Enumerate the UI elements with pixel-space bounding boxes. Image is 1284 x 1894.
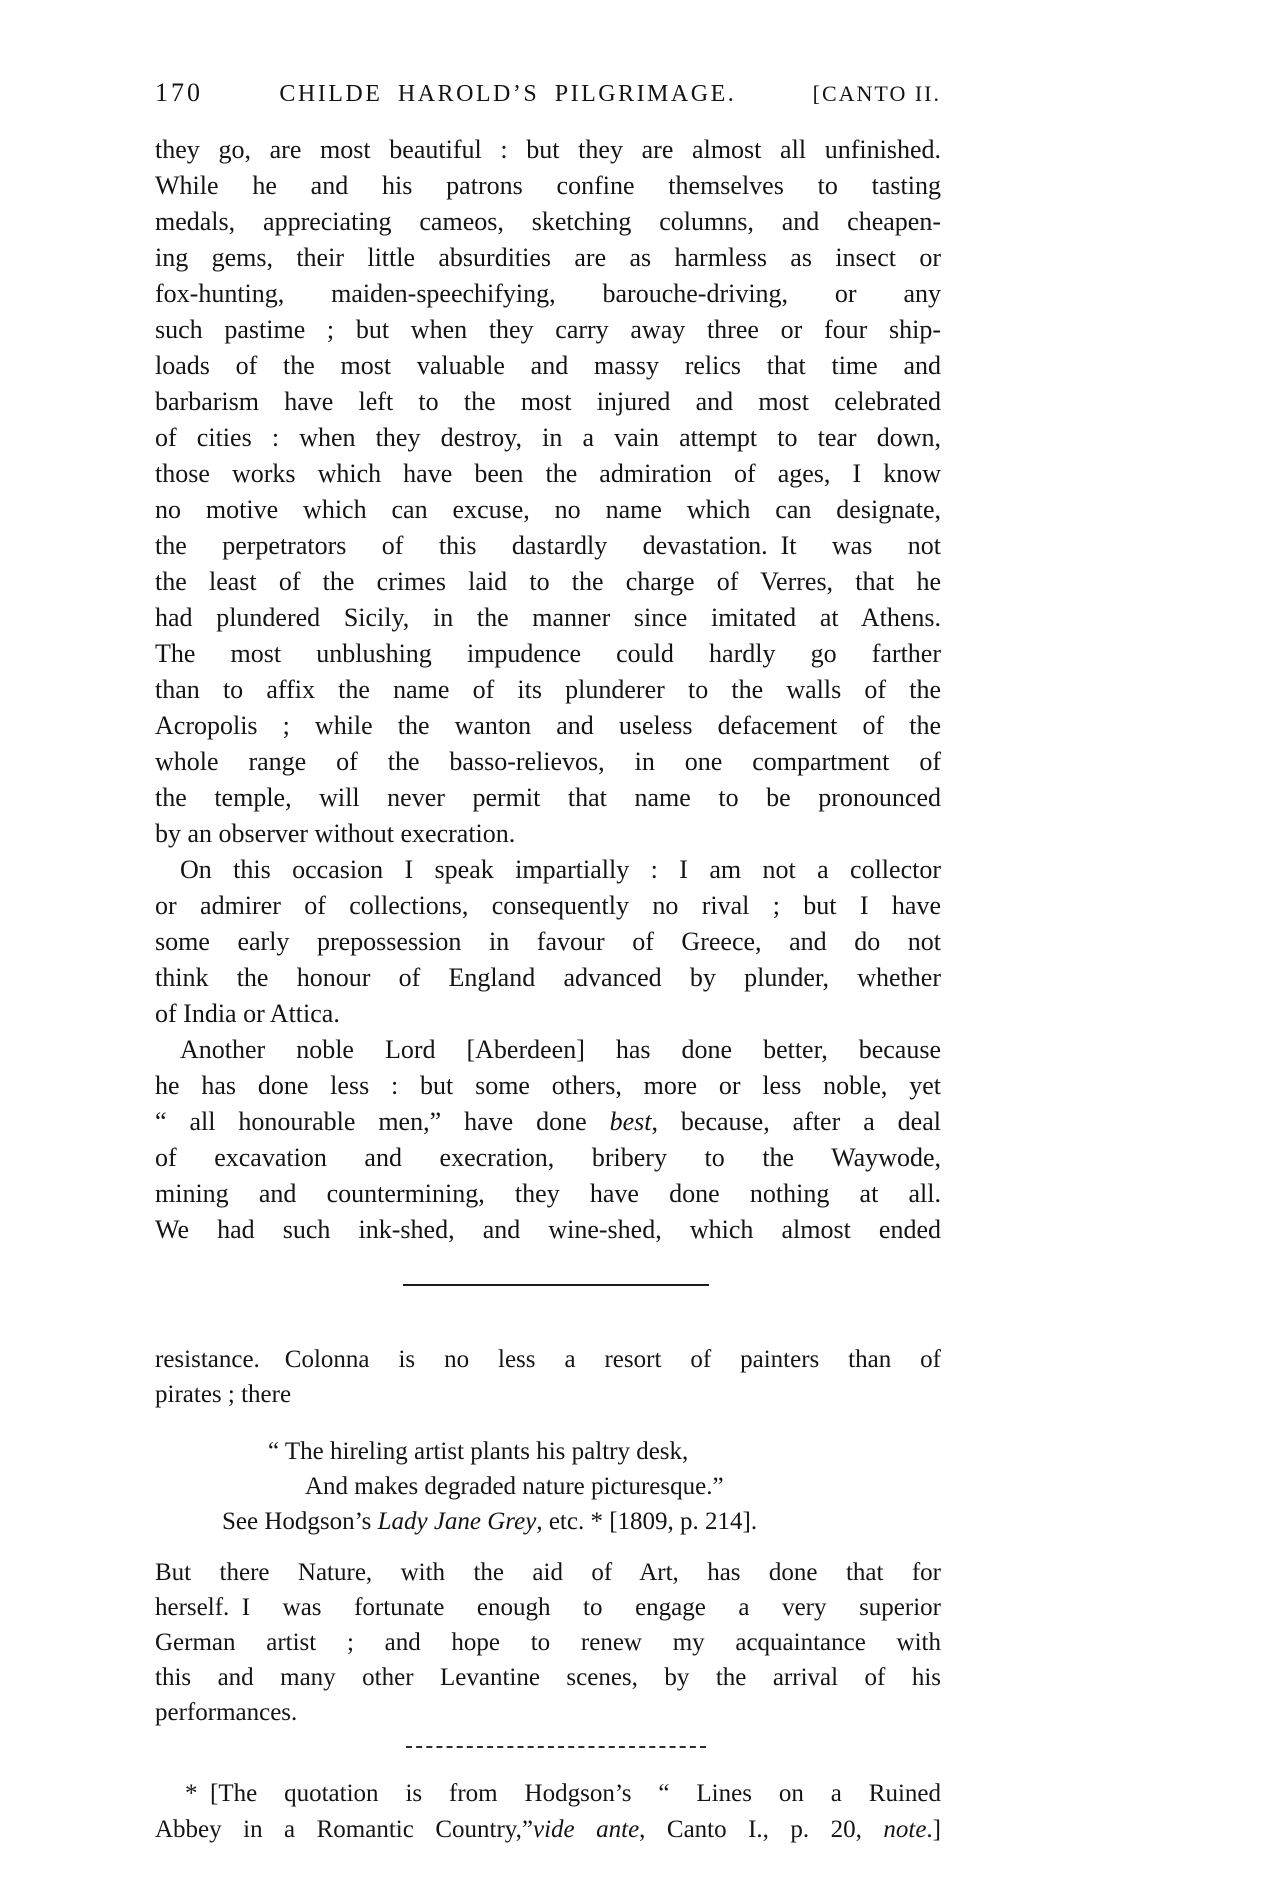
- text-segment: fox-hunting, maiden-speechifying, barouche-driving, or any: [155, 279, 941, 308]
- text-line: [155, 744, 941, 780]
- text-segment: of India or Attica.: [155, 999, 340, 1028]
- body-text: [155, 132, 941, 1248]
- text-segment: And makes degraded nature picturesque.”: [305, 1473, 724, 1500]
- text-line: [155, 528, 941, 564]
- page-content: [155, 0, 941, 1848]
- text-line: [155, 1212, 941, 1248]
- text-line: [155, 852, 941, 888]
- text-line: [155, 420, 941, 456]
- text-segment: ing gems, their little absurdities are as harmless as insect or: [155, 243, 941, 272]
- text-segment: he has done less : but some others, more or less noble, yet: [155, 1071, 941, 1100]
- text-segment: no motive which can excuse, no name which can designate,: [155, 495, 941, 524]
- text-line: [155, 1776, 941, 1812]
- text-segment: , Canto I., p. 20,: [639, 1816, 884, 1843]
- italic-text: vide ante: [533, 1816, 640, 1843]
- text-segment: think the honour of England advanced by plunder, whether: [155, 963, 941, 992]
- text-segment: some early prepossession in favour of Greece, and do not: [155, 927, 941, 956]
- text-segment: But there Nature, with the aid of Art, has done that for: [155, 1559, 941, 1586]
- text-line: [155, 1068, 941, 1104]
- text-line: [155, 1812, 941, 1848]
- text-line: [155, 312, 941, 348]
- text-line: [155, 348, 941, 384]
- text-segment: “ all honourable men,” have done: [155, 1107, 610, 1136]
- text-line: [155, 996, 941, 1032]
- text-line: [155, 1377, 941, 1412]
- text-line: [155, 384, 941, 420]
- italic-text: note: [883, 1816, 927, 1843]
- text-line: [155, 456, 941, 492]
- text-segment: “ The hireling artist plants his paltry desk,: [268, 1438, 689, 1465]
- text-segment: The most unblushing impudence could hardly go farther: [155, 639, 941, 668]
- text-segment: by an observer without execration.: [155, 819, 516, 848]
- text-segment: medals, appreciating cameos, sketching columns, and cheapen-: [155, 207, 941, 236]
- text-line: [155, 1104, 941, 1140]
- text-segment: While he and his patrons confine themselves to tasting: [155, 171, 941, 200]
- text-line: [155, 1032, 941, 1068]
- header-canto-label: [CANTO II.: [812, 81, 941, 106]
- editor-note-separator-rule: [406, 1746, 706, 1748]
- text-line: [155, 1695, 941, 1730]
- text-segment: Acropolis ; while the wanton and useless defacement of the: [155, 711, 941, 740]
- text-line: [155, 780, 941, 816]
- text-segment: of excavation and execration, bribery to the Waywode,: [155, 1143, 941, 1172]
- text-line: [155, 204, 941, 240]
- text-segment: mining and countermining, they have done nothing at all.: [155, 1179, 941, 1208]
- page-number: 170: [155, 78, 203, 107]
- text-line: [155, 1555, 941, 1590]
- text-segment: See Hodgson’s: [222, 1508, 378, 1535]
- text-line: [155, 960, 941, 996]
- footnote-separator-rule: [403, 1284, 709, 1286]
- text-line: [155, 1625, 941, 1660]
- text-line: [155, 1469, 941, 1504]
- footnote-continuation: [155, 1342, 941, 1730]
- text-segment: , etc. * [1809, p. 214].: [536, 1508, 758, 1535]
- text-segment: such pastime ; but when they carry away three or four ship-: [155, 315, 941, 344]
- text-segment: loads of the most valuable and massy relics that time and: [155, 351, 941, 380]
- text-segment: We had such ink-shed, and wine-shed, which almost ended: [155, 1215, 941, 1244]
- text-line: [155, 816, 941, 852]
- text-segment: whole range of the basso-relievos, in one compartment of: [155, 747, 941, 776]
- text-line: [155, 1176, 941, 1212]
- text-segment: On this occasion I speak impartially : I am not a collector: [180, 855, 941, 884]
- text-segment: or admirer of collections, consequently no rival ; but I have: [155, 891, 941, 920]
- text-segment: resistance. Colonna is no less a resort of painters than of: [155, 1346, 941, 1373]
- text-line: [155, 924, 941, 960]
- text-line: [155, 492, 941, 528]
- text-line: [155, 1140, 941, 1176]
- text-line: [155, 600, 941, 636]
- text-line: [155, 168, 941, 204]
- text-line: [155, 1660, 941, 1695]
- text-segment: of cities : when they destroy, in a vain attempt to tear down,: [155, 423, 941, 452]
- text-line: [155, 1434, 941, 1469]
- text-line: [155, 1590, 941, 1625]
- text-segment: * [The quotation is from Hodgson’s “ Lines on a Ruined: [185, 1780, 941, 1807]
- text-segment: the least of the crimes laid to the charge of Verres, that he: [155, 567, 941, 596]
- text-line: [155, 672, 941, 708]
- header-title: CHILDE HAROLD’S PILGRIMAGE.: [279, 81, 737, 107]
- text-line: [155, 564, 941, 600]
- text-segment: .]: [926, 1816, 941, 1843]
- text-line: [155, 888, 941, 924]
- text-line: [155, 636, 941, 672]
- italic-text: Lady Jane Grey: [377, 1508, 537, 1535]
- editor-footnote: [155, 1776, 941, 1848]
- text-segment: herself. I was fortunate enough to engage a very superior: [155, 1594, 941, 1621]
- text-line: [155, 1342, 941, 1377]
- text-line: [155, 708, 941, 744]
- text-segment: pirates ; there: [155, 1381, 292, 1408]
- text-segment: barbarism have left to the most injured and most celebrated: [155, 387, 941, 416]
- text-segment: the perpetrators of this dastardly devastation. It was not: [155, 531, 941, 560]
- text-segment: German artist ; and hope to renew my acquaintance with: [155, 1629, 941, 1656]
- text-line: [155, 276, 941, 312]
- text-segment: Another noble Lord [Aberdeen] has done better, because: [180, 1035, 941, 1064]
- text-line: [155, 132, 941, 168]
- text-segment: performances.: [155, 1699, 298, 1726]
- text-segment: they go, are most beautiful : but they are almost all unfinished.: [155, 135, 941, 164]
- italic-text: best: [609, 1107, 652, 1136]
- text-segment: Abbey in a Romantic Country,”: [155, 1816, 533, 1843]
- text-line: [155, 1504, 941, 1539]
- running-header: [155, 0, 941, 108]
- text-segment: this and many other Levantine scenes, by the arrival of his: [155, 1664, 941, 1691]
- text-segment: than to affix the name of its plunderer to the walls of the: [155, 675, 941, 704]
- text-segment: the temple, will never permit that name to be pronounced: [155, 783, 941, 812]
- text-segment: , because, after a deal: [651, 1107, 941, 1136]
- text-line: [155, 240, 941, 276]
- text-segment: those works which have been the admiration of ages, I know: [155, 459, 941, 488]
- text-segment: had plundered Sicily, in the manner since imitated at Athens.: [155, 603, 941, 632]
